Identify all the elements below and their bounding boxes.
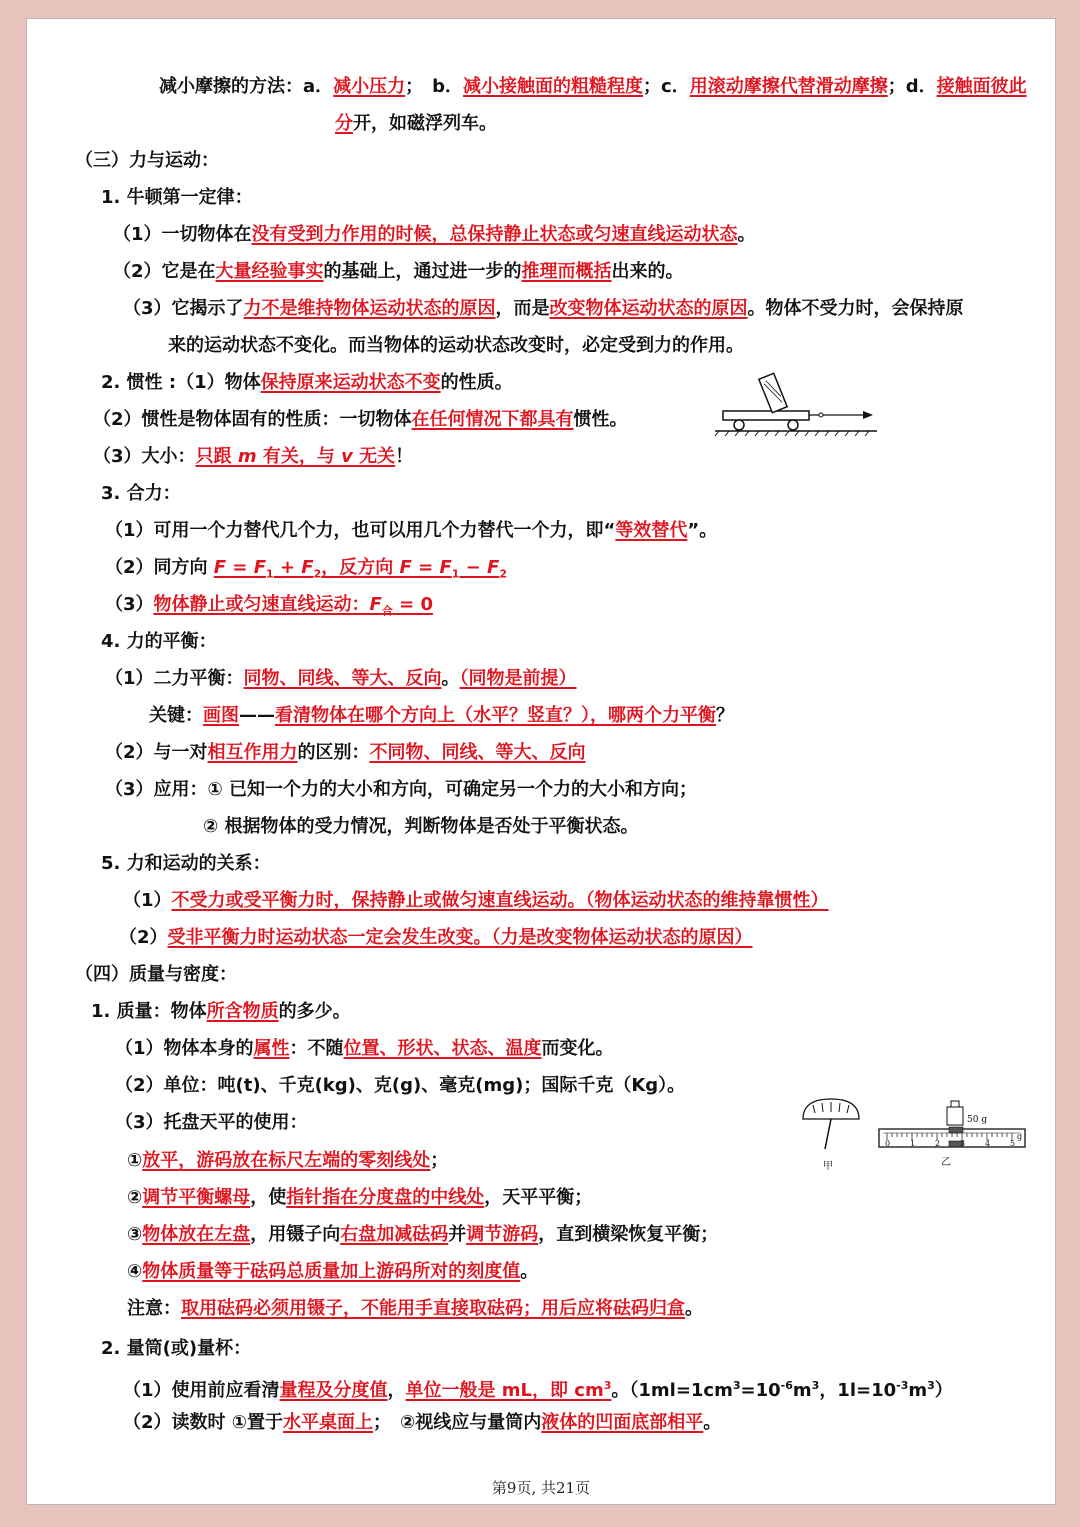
heading-mass: 1. 质量：物体所含物质的多少。 xyxy=(91,1001,351,1022)
newton-point-3-cont: 来的运动状态不变化。而当物体的运动状态改变时，必定受到力的作用。 xyxy=(168,335,744,356)
balance-step-3: ③物体放在左盘，用镊子向右盘加减砝码并调节游码，直到横梁恢复平衡； xyxy=(127,1224,719,1245)
figure-label-yi: 乙 xyxy=(941,1157,951,1168)
tick-4: 4 xyxy=(985,1139,991,1148)
scale-unit-g: g xyxy=(1017,1132,1023,1141)
cylinder-point-2: （2）读数时 ①置于水平桌面上； ②视线应与量筒内液体的凹面底部相平。 xyxy=(123,1412,722,1433)
section-heading-force-motion: （三）力与运动： xyxy=(75,150,219,171)
resultant-point-3: （3）物体静止或匀速直线运动：$F_合 = 0$ xyxy=(105,594,433,618)
inertia-point-1: 2. 惯性 :（1）物体保持原来运动状态不变的性质。 xyxy=(101,372,513,393)
motion-point-1: （1）不受力或受平衡力时，保持静止或做匀速直线运动。（物体运动状态的维持靠惯性） xyxy=(123,890,829,911)
balance-key-point: 关键：画图——看清物体在哪个方向上（水平？竖直？），哪两个力平衡？ xyxy=(149,705,734,726)
resultant-point-1: （1）可用一个力替代几个力，也可以用几个力替代一个力，即“等效替代”。 xyxy=(105,520,718,541)
tick-2: 2 xyxy=(935,1139,941,1148)
balance-scale-figure xyxy=(797,1093,1029,1177)
document-page xyxy=(26,18,1056,1505)
friction-methods-line: 减小摩擦的方法：a．减小压力； b．减小接触面的粗糙程度；c．用滚动摩擦代替滑动摩擦；d．接触面彼此 xyxy=(159,76,1027,97)
newton-point-3: （3）它揭示了力不是维持物体运动状态的原因，而是改变物体运动状态的原因。物体不受力时，会保持原 xyxy=(123,298,964,319)
newton-point-1: （1）一切物体在没有受到力作用的时候，总保持静止状态或匀速直线运动状态。 xyxy=(113,224,756,245)
motion-point-2: （2）受非平衡力时运动状态一定会发生改变。（力是改变物体运动状态的原因） xyxy=(119,927,753,948)
heading-force-balance: 4. 力的平衡： xyxy=(101,631,217,652)
inertia-point-3: （3）大小：只跟 m 有关，与 v 无关！ xyxy=(93,446,414,467)
weight-label: 50 g xyxy=(967,1115,988,1125)
tick-0: 0 xyxy=(885,1139,891,1148)
balance-step-4: ④物体质量等于砝码总质量加上游码所对的刻度值。 xyxy=(127,1261,539,1282)
heading-force-motion-relation: 5. 力和运动的关系： xyxy=(101,853,271,874)
balance-step-2: ②调节平衡螺母，使指针指在分度盘的中线处，天平平衡； xyxy=(127,1187,593,1208)
heading-newton-first-law: 1. 牛顿第一定律： xyxy=(101,187,253,208)
mass-point-3: （3）托盘天平的使用： xyxy=(115,1112,308,1133)
balance-point-1: （1）二力平衡：同物、同线、等大、反向。（同物是前提） xyxy=(105,668,577,689)
balance-point-2: （2）与一对相互作用力的区别：不同物、同线、等大、反向 xyxy=(105,742,586,763)
newton-point-2: （2）它是在大量经验事实的基础上，通过进一步的推理而概括出来的。 xyxy=(113,261,684,282)
heading-measuring-cylinder: 2. 量筒(或)量杯： xyxy=(101,1338,252,1359)
balance-point-3: （3）应用：① 已知一个力的大小和方向，可确定另一个力的大小和方向； xyxy=(105,779,698,800)
figure-label-jia: 甲 xyxy=(823,1161,833,1172)
cylinder-point-1: （1）使用前应看清量程及分度值，单位一般是 mL，即 $cm^3$。（$1ml=1cm^3=10^{-6}m^3$，$1l=10^{-3}m^3$） xyxy=(123,1379,953,1401)
heading-resultant-force: 3. 合力： xyxy=(101,483,181,504)
tick-5: 5 xyxy=(1010,1139,1016,1148)
tick-1: 1 xyxy=(910,1139,916,1148)
inertia-point-2: （2）惯性是物体固有的性质：一切物体在任何情况下都具有惯性。 xyxy=(93,409,628,430)
mass-point-1: （1）物体本身的属性：不随位置、形状、状态、温度而变化。 xyxy=(115,1038,614,1059)
balance-rider-scale-figure xyxy=(879,1101,1025,1168)
balance-step-1: ①放平，游码放在标尺左端的零刻线处； xyxy=(127,1150,449,1171)
balance-dial-figure xyxy=(803,1099,859,1172)
balance-note: 注意：取用砝码必须用镊子，不能用手直接取砝码；用后应将砝码归盒。 xyxy=(127,1298,703,1319)
cart-inertia-figure xyxy=(713,371,881,437)
section-heading-mass-density: （四）质量与密度： xyxy=(75,964,237,985)
mass-point-2: （2）单位：吨(t)、千克(kg)、克(g)、毫克(mg)；国际千克（Kg）。 xyxy=(115,1075,686,1096)
page-footer: 第9页, 共21页 xyxy=(491,1479,591,1497)
tick-3: 3 xyxy=(960,1139,966,1148)
resultant-point-2: （2）同方向 $F = F_1 + F_2$，反方向 $F = F_1 - F_2$ xyxy=(105,557,507,581)
friction-methods-line-2: 分开，如磁浮列车。 xyxy=(335,113,497,134)
balance-point-3-cont: ② 根据物体的受力情况，判断物体是否处于平衡状态。 xyxy=(203,816,639,837)
